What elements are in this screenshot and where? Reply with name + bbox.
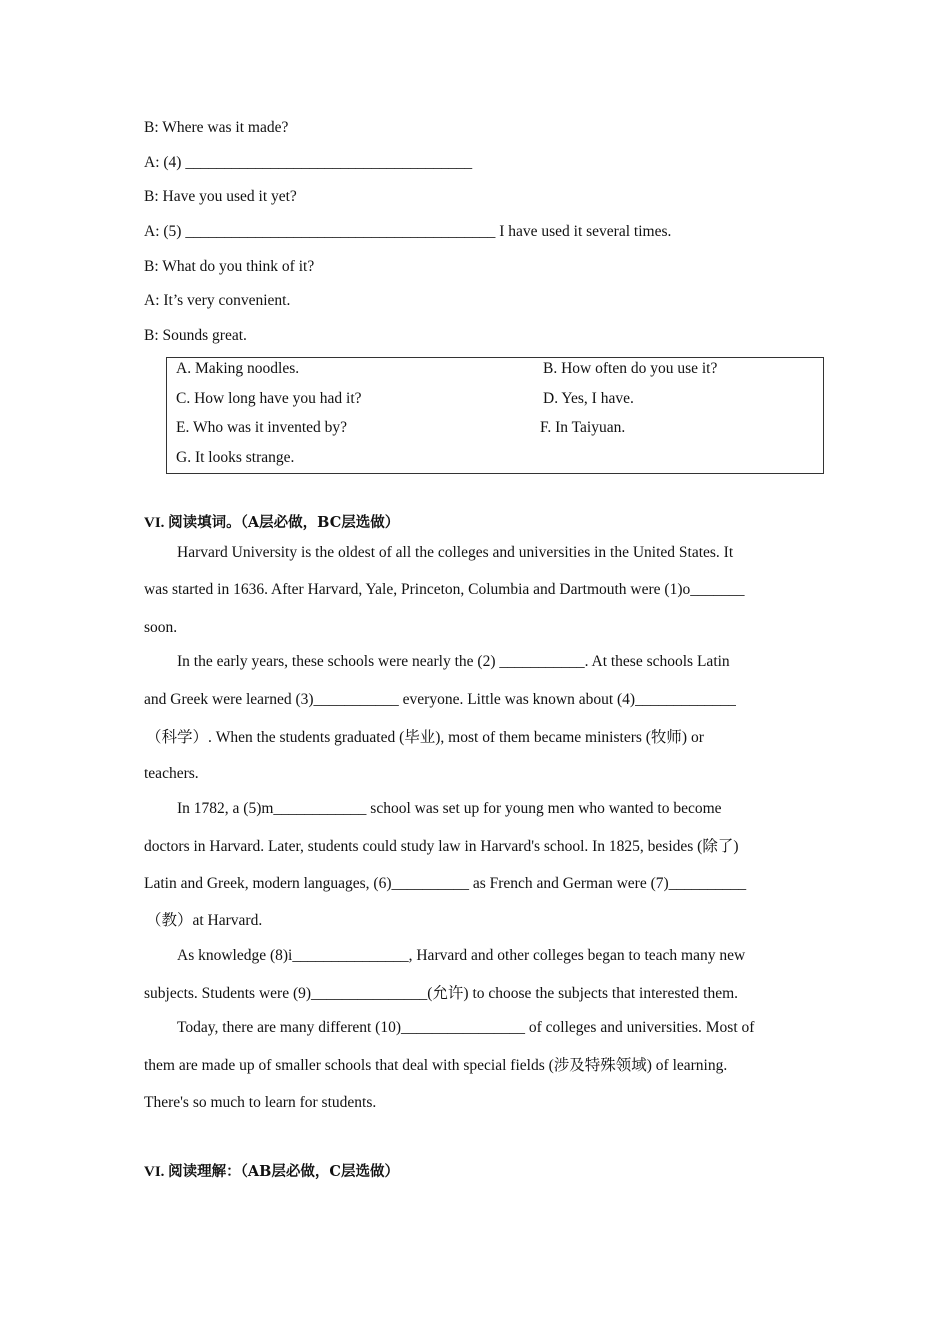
dialogue-line: A: (4) _____________________________________ — [144, 154, 473, 171]
dialogue-line: B: Where was it made? — [144, 119, 289, 136]
passage-line: There's so much to learn for students. — [144, 1094, 377, 1111]
passage-line: （教）at Harvard. — [146, 912, 263, 929]
passage-line: doctors in Harvard. Later, students could study law in Harvard's school. In 1825, besides (除了) — [144, 838, 739, 855]
passage-line: was started in 1636. After Harvard, Yale, Princeton, Columbia and Dartmouth were (1)o_______ — [144, 581, 745, 598]
passage-line: teachers. — [144, 765, 199, 782]
dialogue-line: B: What do you think of it? — [144, 258, 315, 275]
option-c: C. How long have you had it? — [176, 390, 362, 407]
section-number: VI. — [144, 1164, 165, 1180]
section-number: VI. — [144, 515, 165, 531]
passage-line: Latin and Greek, modern languages, (6)__________ as French and German were (7)__________ — [144, 875, 747, 892]
passage-line: In the early years, these schools were nearly the (2) ___________. At these schools Latin — [177, 653, 730, 670]
option-f: F. In Taiyuan. — [540, 419, 626, 436]
section-heading — [144, 516, 399, 531]
dialogue-line: B: Have you used it yet? — [144, 188, 297, 205]
dialogue-line: B: Sounds great. — [144, 327, 247, 344]
dialogue-line: A: It’s very convenient. — [144, 292, 291, 309]
option-d: D. Yes, I have. — [543, 390, 634, 407]
option-e: E. Who was it invented by? — [176, 419, 348, 436]
passage-line: （科学）. When the students graduated (毕业), most of them became ministers (牧师) or — [146, 729, 704, 746]
passage-line: them are made up of smaller schools that deal with special fields (涉及特殊领域) of learning. — [144, 1057, 728, 1074]
passage-line: subjects. Students were (9)_______________(允许) to choose the subjects that interested them. — [144, 985, 739, 1002]
section-title: 阅读理解：（AB层必做，C层选做） — [168, 1163, 399, 1180]
options-box — [166, 357, 824, 474]
section-title: 阅读填词。（A层必做，BC层选做） — [168, 514, 400, 531]
option-b: B. How often do you use it? — [543, 360, 718, 377]
passage-line: and Greek were learned (3)___________ everyone. Little was known about (4)_____________ — [144, 691, 736, 708]
passage-line: In 1782, a (5)m____________ school was set up for young men who wanted to become — [177, 800, 722, 817]
passage-line: Today, there are many different (10)________________ of colleges and universities. Most of — [177, 1019, 755, 1036]
section-heading — [144, 1165, 399, 1180]
dialogue-line: A: (5) ________________________________________ I have used it several times. — [144, 223, 672, 240]
option-a: A. Making noodles. — [176, 360, 300, 377]
passage-line: As knowledge (8)i_______________, Harvard and other colleges began to teach many new — [177, 947, 746, 964]
passage-line: Harvard University is the oldest of all the colleges and universities in the United States. It — [177, 544, 734, 561]
option-g: G. It looks strange. — [176, 449, 295, 466]
passage-line: soon. — [144, 619, 178, 636]
